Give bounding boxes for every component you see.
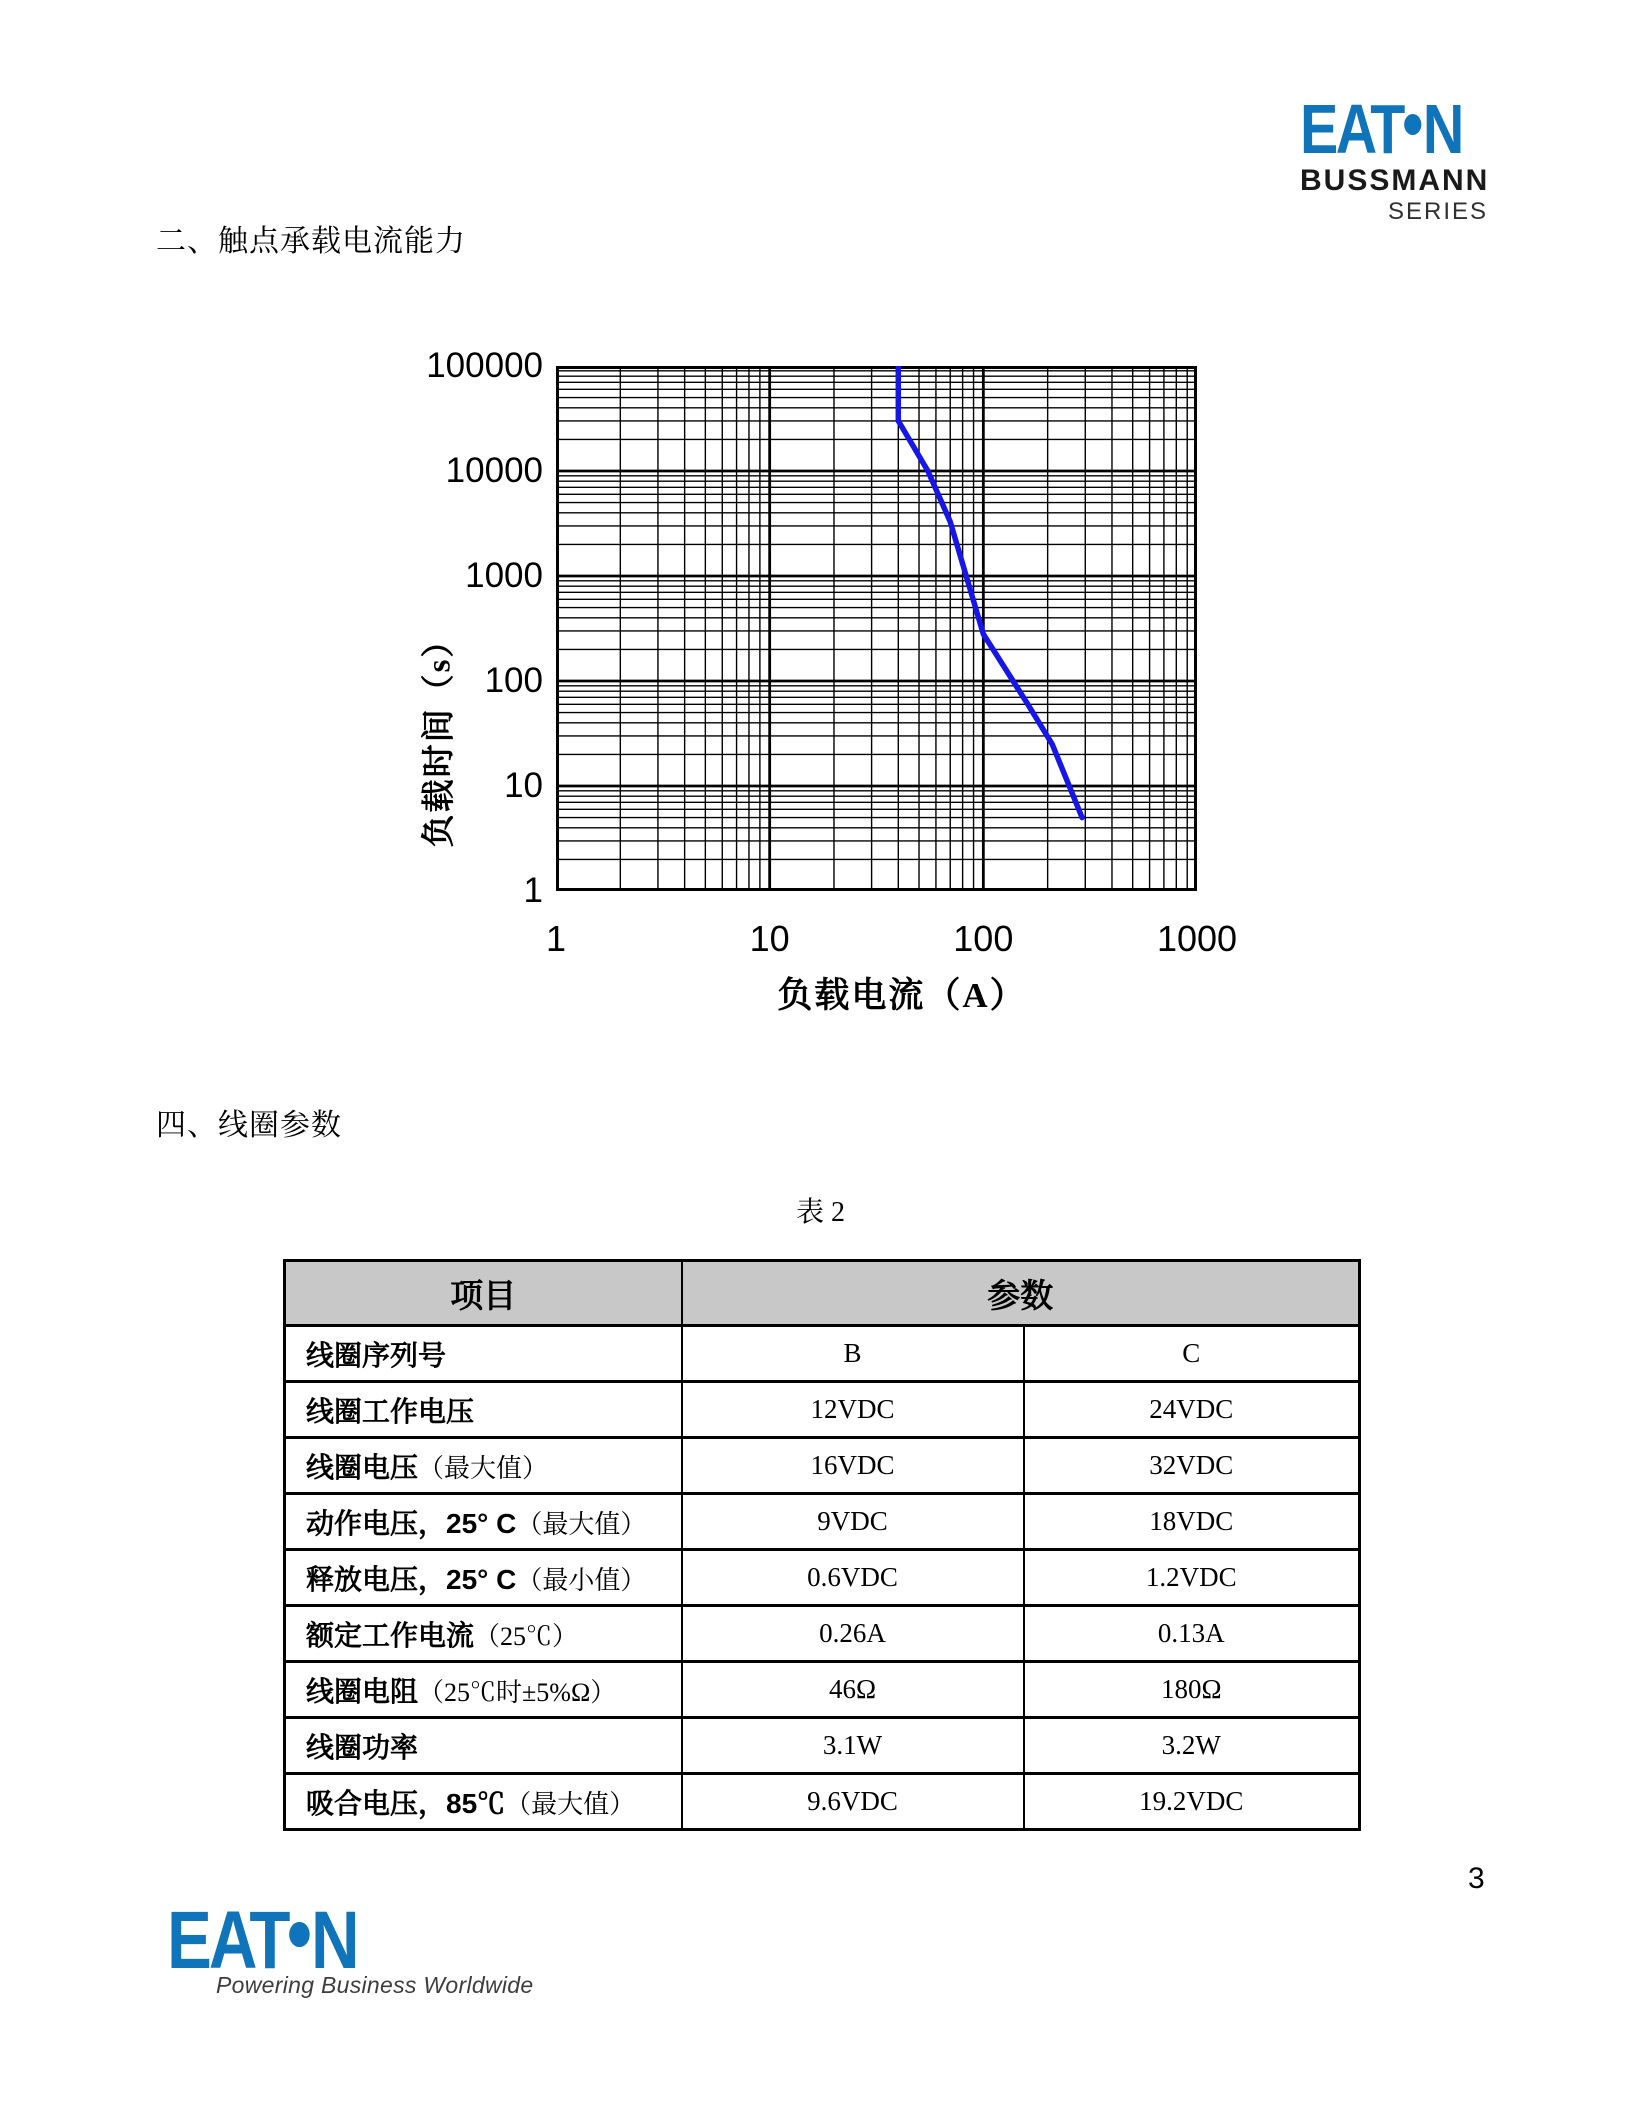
x-tick-label: 100 <box>953 918 1014 959</box>
x-tick-label: 1000 <box>1156 918 1238 959</box>
value-coil-c: 3.2W <box>1024 1718 1360 1774</box>
row-label-note: （25℃时±5%Ω） <box>418 1677 617 1707</box>
series-brand-line: SERIES <box>1387 198 1488 225</box>
chart-y-axis-title: 负载时间（s） <box>421 622 458 848</box>
eaton-logo-text-left: EAT <box>1300 90 1403 168</box>
value-coil-c: 32VDC <box>1024 1438 1360 1494</box>
row-label-note: （最大值） <box>516 1509 647 1539</box>
eaton-tagline: Powering Business Worldwide <box>216 1972 534 1998</box>
value-coil-c: 19.2VDC <box>1024 1774 1360 1830</box>
row-label-strong: 吸合电压，85℃ <box>306 1787 506 1819</box>
table-row <box>285 1662 1360 1718</box>
table-header-row <box>285 1261 1360 1326</box>
table-row <box>285 1382 1360 1438</box>
value-coil-b: B <box>682 1326 1024 1382</box>
table-row <box>285 1438 1360 1494</box>
eaton-logo-text-right: N <box>310 1895 357 1986</box>
eaton-logo-text-right: N <box>1422 90 1462 168</box>
row-label <box>285 1606 682 1662</box>
x-tick-label: 10 <box>749 918 790 959</box>
row-label-strong: 线圈功率 <box>306 1731 419 1763</box>
value-coil-b: 12VDC <box>682 1382 1024 1438</box>
table-row <box>285 1550 1360 1606</box>
value-coil-b: 0.6VDC <box>682 1550 1024 1606</box>
value-coil-b: 9.6VDC <box>682 1774 1024 1830</box>
row-label-strong: 线圈序列号 <box>306 1339 447 1371</box>
table-row <box>285 1326 1360 1382</box>
row-label <box>285 1494 682 1550</box>
y-tick-label: 10 <box>504 766 543 805</box>
row-label <box>285 1662 682 1718</box>
row-label <box>285 1438 682 1494</box>
bussmann-brand-line: BUSSMANN <box>1300 164 1490 197</box>
table-caption: 表 2 <box>795 1197 845 1228</box>
value-coil-b: 3.1W <box>682 1718 1024 1774</box>
table-row <box>285 1494 1360 1550</box>
row-label <box>285 1550 682 1606</box>
value-coil-c: 18VDC <box>1024 1494 1360 1550</box>
y-tick-label: 100000 <box>426 346 543 385</box>
y-tick-label: 1000 <box>465 556 543 595</box>
row-label-note: （最大值） <box>418 1453 549 1483</box>
value-coil-c: C <box>1024 1326 1360 1382</box>
row-label-strong: 线圈工作电压 <box>306 1395 475 1427</box>
row-label <box>285 1382 682 1438</box>
row-label-strong: 额定工作电流 <box>306 1619 475 1651</box>
section-title-coil-parameters: 四、线圈参数 <box>156 1109 342 1142</box>
row-label-strong: 动作电压，25° C <box>306 1507 517 1539</box>
value-coil-b: 9VDC <box>682 1494 1024 1550</box>
table-row <box>285 1606 1360 1662</box>
row-label <box>285 1326 682 1382</box>
table-row <box>285 1718 1360 1774</box>
table-row <box>285 1774 1360 1830</box>
row-label <box>285 1774 682 1830</box>
section-title-contact-capacity: 二、触点承载电流能力 <box>156 225 466 258</box>
row-label-note: （最大值） <box>505 1789 636 1819</box>
value-coil-b: 16VDC <box>682 1438 1024 1494</box>
eaton-footer-logo <box>167 1895 357 1986</box>
value-coil-b: 46Ω <box>682 1662 1024 1718</box>
y-tick-label: 10000 <box>445 451 543 490</box>
column-header-parameter: 参数 <box>682 1261 1360 1326</box>
row-label <box>285 1718 682 1774</box>
eaton-dot-icon <box>289 1922 309 1947</box>
page-number: 3 <box>1468 1862 1485 1895</box>
eaton-logo-text-left: EAT <box>167 1895 288 1986</box>
chart-x-axis-title: 负载电流（A） <box>777 976 1027 1015</box>
load-curve-chart <box>556 366 1197 891</box>
value-coil-c: 1.2VDC <box>1024 1550 1360 1606</box>
y-tick-label: 100 <box>484 661 543 700</box>
coil-parameters-table <box>283 1259 1361 1831</box>
row-label-strong: 线圈电压 <box>306 1451 419 1483</box>
row-label-note: （最小值） <box>516 1565 647 1595</box>
eaton-logo <box>1300 90 1462 168</box>
value-coil-c: 24VDC <box>1024 1382 1360 1438</box>
value-coil-c: 180Ω <box>1024 1662 1360 1718</box>
value-coil-c: 0.13A <box>1024 1606 1360 1662</box>
plot-frame <box>558 368 1196 890</box>
row-label-strong: 线圈电阻 <box>306 1675 419 1707</box>
row-label-note: （25℃） <box>474 1621 579 1651</box>
column-header-item: 项目 <box>285 1261 682 1326</box>
eaton-dot-icon <box>1404 114 1421 135</box>
x-tick-label: 1 <box>545 918 567 959</box>
row-label-strong: 释放电压，25° C <box>306 1563 517 1595</box>
value-coil-b: 0.26A <box>682 1606 1024 1662</box>
y-tick-label: 1 <box>523 871 543 910</box>
